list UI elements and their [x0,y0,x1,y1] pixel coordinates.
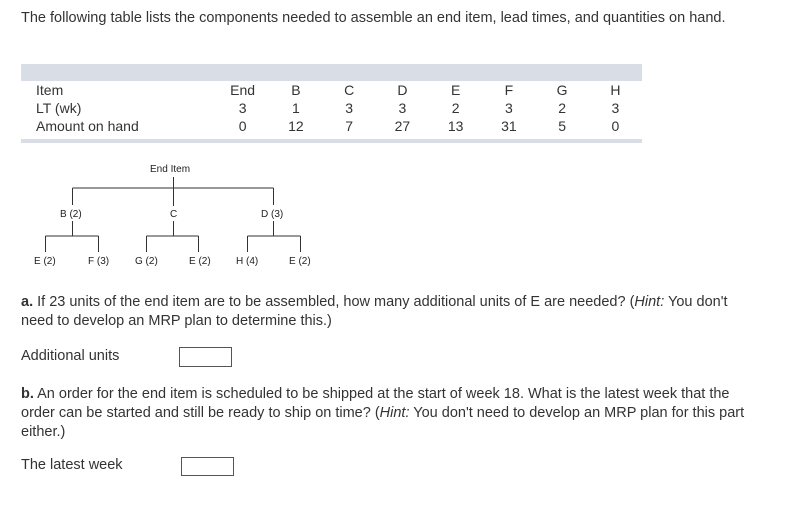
table-cell: 13 [447,118,464,134]
table-cell: D [397,82,408,98]
tree-node: F (3) [88,256,110,267]
row-label: Item [36,82,64,98]
question-a-label: a. [21,294,34,310]
table-row-lt [21,99,642,117]
table-row-item [21,81,642,99]
table-cell: 3 [398,100,407,116]
hint-label: Hint: [379,405,410,421]
components-table [21,64,642,143]
table-header-bar [21,64,642,81]
hint-label: Hint: [634,294,665,310]
table-cell: 1 [291,100,300,116]
question-b-text: An order for the end item is scheduled to be shipped at the start of week 18. What is the latest week that the order can be started and still be ready to ship on time? ( [21,386,730,421]
table-cell: B [291,82,301,98]
additional-units-input[interactable] [179,347,232,367]
tree-node: E (2) [189,256,211,267]
table-cell: 3 [238,100,247,116]
question-a [21,293,761,331]
row-label: LT (wk) [36,100,82,116]
data-table [21,81,642,135]
intro-text: The following table lists the components needed to assemble an end item, lead times, and quantities on hand. [21,10,726,26]
table-cell: 3 [504,100,513,116]
row-label: Amount on hand [36,118,139,134]
table-cell: F [504,82,514,98]
table-cell: G [556,82,568,98]
table-cell: 31 [501,118,517,134]
table-row-on-hand [21,117,642,135]
table-footer-bar [21,139,642,143]
question-a-text: If 23 units of the end item are to be assembled, how many additional units of E are needed? ( [33,294,635,310]
additional-units-label: Additional units [21,348,120,364]
question-b-text-2: You don't need to develop an MRP plan for this part either.) [21,405,745,440]
tree-node: G (2) [135,256,158,267]
latest-week-input[interactable] [181,457,234,476]
tree-node: C [170,209,178,220]
table-cell: 3 [611,100,620,116]
table-cell: C [344,82,355,98]
table-cell: 0 [238,118,247,134]
table-cell: 2 [558,100,567,116]
question-a-text-2: You don't need to develop an MRP plan to determine this.) [21,294,728,329]
tree-node: D (3) [261,209,284,220]
table-cell: 2 [451,100,460,116]
table-cell: 3 [345,100,354,116]
question-b [21,385,761,442]
tree-node: E (2) [289,256,311,267]
product-structure-tree [0,150,400,280]
table-cell: 5 [558,118,567,134]
tree-node: B (2) [60,209,82,220]
table-cell: 27 [394,118,411,134]
table-cell: E [450,82,461,98]
table-cell: 0 [611,118,620,134]
tree-node-root: End Item [150,164,191,175]
latest-week-label: The latest week [21,457,123,473]
table-cell: 12 [288,118,304,134]
tree-node: E (2) [34,256,56,267]
table-cell: End [230,82,256,98]
question-b-label: b. [21,386,34,402]
table-cell: H [610,82,621,98]
tree-node: H (4) [236,256,259,267]
table-cell: 7 [345,118,354,134]
